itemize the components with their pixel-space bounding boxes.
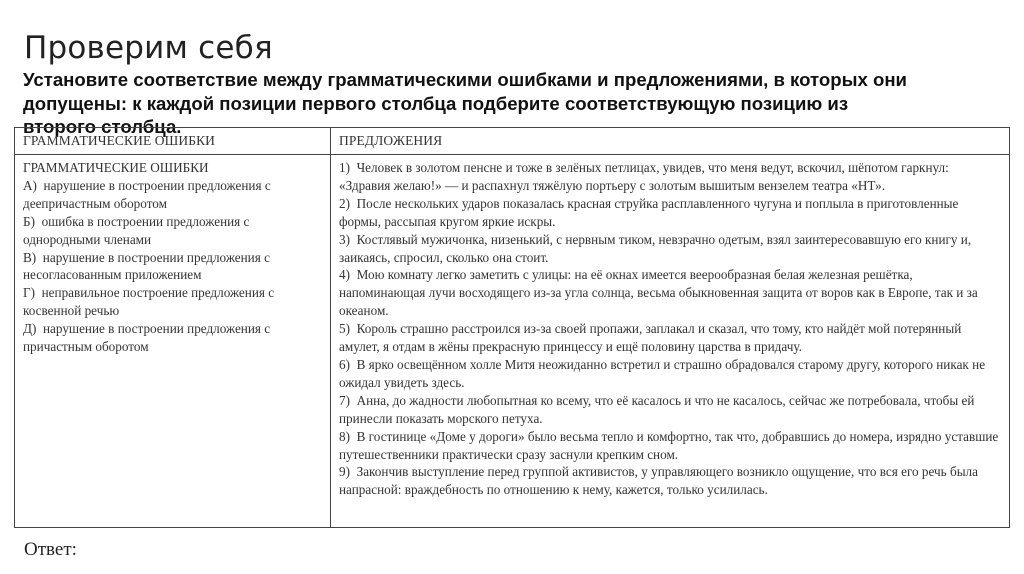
sentence-item: 8) В гостинице «Доме у дороги» было весьма тепло и комфортно, так что, добравшись до номера, изрядно уставшие путешественники практически сразу заснули крепким сном. bbox=[339, 428, 999, 462]
header-errors: ГРАММАТИЧЕСКИЕ ОШИБКИ bbox=[15, 128, 331, 155]
slide-title: Проверим себя bbox=[24, 30, 273, 66]
error-item: А) нарушение в построении предложения с деепричастным оборотом bbox=[23, 177, 271, 211]
sentence-item: 1) Человек в золотом пенсне и тоже в зелёных петлицах, увидев, что меня ведут, вскочил, шёпотом гаркнул: «Здравия желаю!» — и распахнул тяжёлую портьеру с золотым вышитым вензелем театра «НТ». bbox=[339, 160, 949, 193]
sentence-item: 9) Закончив выступление перед группой активистов, у управляющего возникло ощущение, что вся его речь была напрасной: враждебность по отношению к нему, кажется, только усилилась. bbox=[339, 464, 978, 498]
error-item: В) нарушение в построении предложения с несогласованным приложением bbox=[23, 249, 270, 283]
errors-heading: ГРАММАТИЧЕСКИЕ ОШИБКИ bbox=[23, 160, 209, 175]
errors-cell bbox=[15, 155, 331, 528]
answer-label: Ответ: bbox=[24, 539, 77, 560]
matching-table bbox=[14, 127, 1010, 528]
error-item: Г) неправильное построение предложения с косвенной речью bbox=[23, 285, 275, 319]
task-instruction: Установите соответствие между грамматическими ошибками и предложениями, в которых они допущены: к каждой позиции первого столбца подберите соответствующую позицию из второго столбца. bbox=[23, 69, 907, 137]
sentence-item: 5) Король страшно расстроился из-за своей пропажи, заплакал и сказал, что тому, кто найдёт мой потерянный амулет, я отдам в жёны прекрасную принцессу и ещё половину царства в придачу. bbox=[339, 321, 962, 355]
table-body-row bbox=[15, 155, 1010, 528]
table-header-row bbox=[15, 128, 1010, 155]
sentences-cell bbox=[331, 155, 1010, 528]
error-item: Д) нарушение в построении предложения с причастным оборотом bbox=[23, 321, 271, 355]
sentence-item: 6) В ярко освещённом холле Митя неожиданно встретил и страшно обрадовался старому другу, которого никак не ожидал увидеть здесь. bbox=[339, 356, 986, 390]
sentence-item: 4) Мою комнату легко заметить с улицы: на её окнах имеется веерообразная белая железная решётка, напоминающая лучи восходящего из-за угла солнца, весьма обыкновенная защита от воров как в Европе, так и за океаном. bbox=[339, 267, 978, 319]
header-sentences: ПРЕДЛОЖЕНИЯ bbox=[331, 128, 1010, 155]
sentence-item: 7) Анна, до жадности любопытная ко всему, что её касалось и что не касалось, сейчас же потребовала, чтобы ей принесли показать морского петуха. bbox=[339, 392, 975, 426]
error-item: Б) ошибка в построении предложения с однородными членами bbox=[23, 213, 250, 247]
sentence-item: 2) После нескольких ударов показалась красная струйка расплавленного чугуна и поплыла в приготовленные формы, рассыпая кругом яркие искры. bbox=[339, 195, 959, 229]
sentence-item: 3) Костлявый мужичонка, низенький, с нервным тиком, невзрачно одетым, взял заинтересовавшую его книгу и, заикаясь, спросил, сколько она стоит. bbox=[339, 231, 972, 265]
